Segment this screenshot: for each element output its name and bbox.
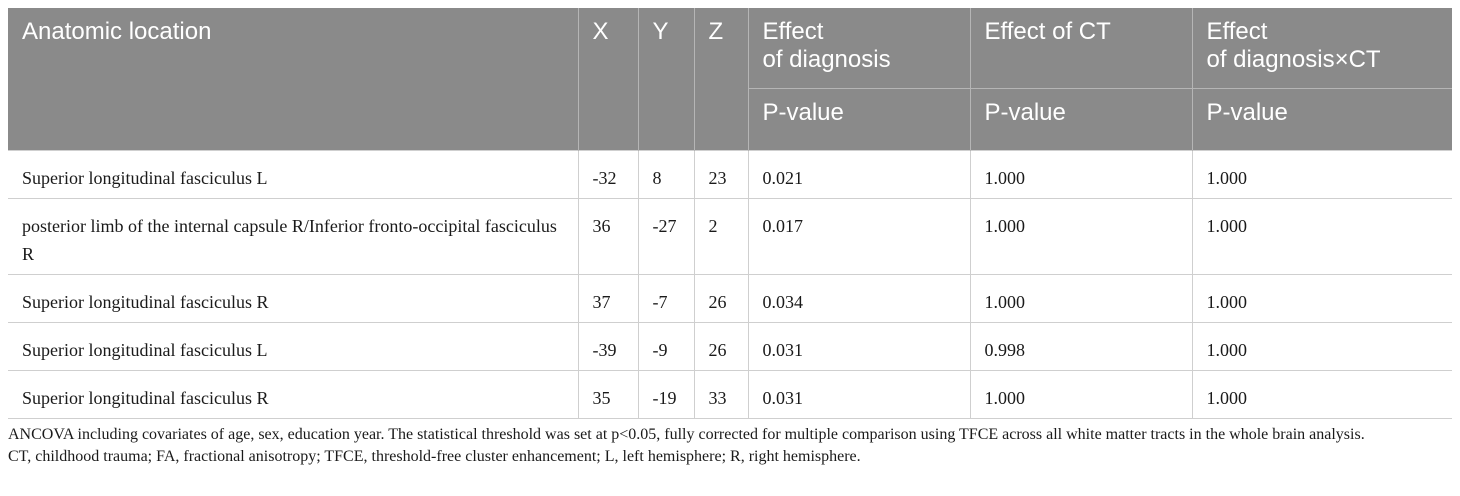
table-body — [8, 151, 1452, 419]
cell-z: 26 — [694, 275, 748, 323]
cell-p-ct: 1.000 — [970, 151, 1192, 199]
header-effect-diagnosis-line1: Effect — [762, 18, 824, 45]
table-row — [8, 151, 1452, 199]
cell-p-interaction: 1.000 — [1192, 275, 1452, 323]
cell-location: Superior longitudinal fasciculus R — [8, 371, 578, 419]
cell-location: posterior limb of the internal capsule R/Inferior fronto-occipital fasciculus R — [8, 199, 578, 275]
table-header — [8, 8, 1452, 151]
cell-location: Superior longitudinal fasciculus L — [8, 323, 578, 371]
header-p-value-interaction: P-value — [1192, 89, 1452, 151]
cell-location: Superior longitudinal fasciculus L — [8, 151, 578, 199]
table-row — [8, 371, 1452, 419]
cell-y: -7 — [638, 275, 694, 323]
cell-z: 23 — [694, 151, 748, 199]
cell-p-interaction: 1.000 — [1192, 371, 1452, 419]
cell-y: 8 — [638, 151, 694, 199]
cell-y: -19 — [638, 371, 694, 419]
cell-p-diagnosis: 0.031 — [748, 371, 970, 419]
header-effect-interaction-line1: Effect — [1206, 18, 1268, 45]
footnote-ancova: ANCOVA including covariates of age, sex, education year. The statistical threshold was set at p<0.05, fully corrected for multiple comparison using TFCE across all white matter tracts in the whole brain analysis. — [8, 426, 1365, 443]
header-x: X — [578, 8, 638, 151]
header-effect-diagnosis-line2: of diagnosis — [762, 46, 891, 73]
header-z: Z — [694, 8, 748, 151]
header-effect-diagnosis — [748, 8, 970, 89]
cell-p-diagnosis: 0.021 — [748, 151, 970, 199]
header-p-value-diagnosis: P-value — [748, 89, 970, 151]
header-p-value-ct: P-value — [970, 89, 1192, 151]
table-row — [8, 199, 1452, 275]
cell-p-ct: 1.000 — [970, 275, 1192, 323]
header-effect-interaction-line2: of diagnosis×CT — [1206, 46, 1381, 73]
table-footnotes — [8, 424, 1452, 468]
header-anatomic-location: Anatomic location — [8, 8, 578, 151]
table-row — [8, 275, 1452, 323]
cell-y: -27 — [638, 199, 694, 275]
header-effect-interaction — [1192, 8, 1452, 89]
cell-z: 26 — [694, 323, 748, 371]
table-container — [8, 8, 1452, 468]
results-table — [8, 8, 1452, 419]
cell-p-ct: 1.000 — [970, 199, 1192, 275]
cell-x: -39 — [578, 323, 638, 371]
cell-p-interaction: 1.000 — [1192, 151, 1452, 199]
cell-x: 36 — [578, 199, 638, 275]
cell-p-diagnosis: 0.034 — [748, 275, 970, 323]
cell-y: -9 — [638, 323, 694, 371]
header-effect-ct: Effect of CT — [970, 8, 1192, 89]
table-row — [8, 323, 1452, 371]
cell-z: 33 — [694, 371, 748, 419]
cell-p-diagnosis: 0.031 — [748, 323, 970, 371]
footnote-abbreviations: CT, childhood trauma; FA, fractional anisotropy; TFCE, threshold-free cluster enhancement; L, left hemisphere; R, right hemisphere. — [8, 448, 861, 465]
cell-p-interaction: 1.000 — [1192, 199, 1452, 275]
cell-p-diagnosis: 0.017 — [748, 199, 970, 275]
cell-location: Superior longitudinal fasciculus R — [8, 275, 578, 323]
cell-p-ct: 1.000 — [970, 371, 1192, 419]
header-y: Y — [638, 8, 694, 151]
cell-x: -32 — [578, 151, 638, 199]
cell-x: 35 — [578, 371, 638, 419]
cell-x: 37 — [578, 275, 638, 323]
cell-z: 2 — [694, 199, 748, 275]
cell-p-ct: 0.998 — [970, 323, 1192, 371]
cell-p-interaction: 1.000 — [1192, 323, 1452, 371]
